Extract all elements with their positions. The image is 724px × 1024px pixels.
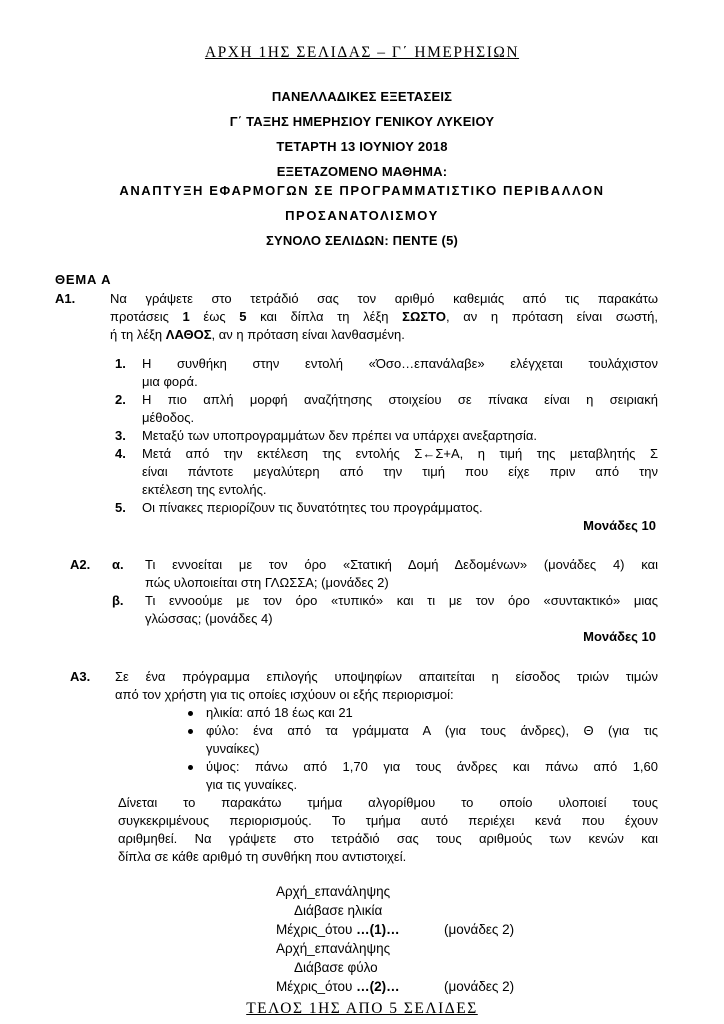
algo-repeat-start-1: Αρχή_επανάληψης: [276, 884, 391, 899]
a1-item-2-line-2: μέθοδος.: [142, 410, 195, 425]
exam-header-subject: ΑΝΑΠΤΥΞΗ ΕΦΑΡΜΟΓΩΝ ΣΕ ΠΡΟΓΡΑΜΜΑΤΙΣΤΙΚΟ ΠΕΡΙΒΑΛΛΟΝ: [119, 183, 605, 198]
a1-item-2-line-1: Η πιο απλή μορφή αναζήτησης στοιχείου σε πίνακα είναι η σειριακή: [142, 392, 658, 407]
bullet-dot: [188, 711, 193, 716]
a2-alpha-line-1: Τι εννοείται με τον όρο «Στατική Δομή Δεδομένων» (μονάδες 4) και: [145, 557, 658, 572]
theme-title: ΘΕΜΑ Α: [55, 272, 112, 287]
a2-beta-line-2: γλώσσας; (μονάδες 4): [145, 611, 273, 626]
a1-item-5-number: 5.: [115, 500, 126, 515]
a1-item-3-line-1: Μεταξύ των υποπρογραμμάτων δεν πρέπει να υπάρχει ανεξαρτησία.: [142, 428, 538, 443]
question-a3-line-1: Σε ένα πρόγραμμα επιλογής υποψηφίων απαιτείται η είσοδος τριών τιμών: [115, 669, 658, 684]
exam-header-line-1: ΠΑΝΕΛΛΑΔΙΚΕΣ ΕΞΕΤΑΣΕΙΣ: [271, 89, 453, 104]
exam-header-total-pages: ΣΥΝΟΛΟ ΣΕΛΙΔΩΝ: ΠΕΝΤΕ (5): [265, 233, 459, 248]
a2-beta-line-1: Τι εννοούμε με τον όρο «τυπικό» και τι με τον όρο «συντακτικό» μιας: [145, 593, 658, 608]
a1-item-1-line-2: μια φορά.: [142, 374, 198, 389]
text-run: , αν η πρόταση είναι λανθασμένη.: [211, 327, 405, 342]
page-footer: ΤΕΛΟΣ 1ΗΣ ΑΠΟ 5 ΣΕΛΙΔΕΣ: [246, 1000, 478, 1017]
text-run: Μέχρις_ότου: [276, 922, 357, 937]
text-run: Μέχρις_ότου: [276, 979, 357, 994]
algo-until-2-marks: (μονάδες 2): [444, 979, 515, 994]
page-top-header: ΑΡΧΗ 1ΗΣ ΣΕΛΙΔΑΣ – Γ΄ ΗΜΕΡΗΣΙΩΝ: [204, 44, 520, 61]
text-run: ή τη λέξη: [110, 327, 166, 342]
a1-item-3-number: 3.: [115, 428, 126, 443]
a2-alpha-line-2: πώς υλοποιείται στη ΓΛΩΣΣΑ; (μονάδες 2): [145, 575, 389, 590]
a3-paragraph-line-4: δίπλα σε κάθε αριθμό τη συνθήκη που αντιστοιχεί.: [118, 849, 407, 864]
algo-until-1-marks: (μονάδες 2): [444, 922, 515, 937]
bold-run: 5: [239, 309, 247, 324]
a2-marks: Μονάδες 10: [583, 629, 656, 644]
bullet-dot: [188, 765, 193, 770]
algo-until-1: [276, 922, 400, 937]
question-a3-label: Α3.: [70, 669, 91, 684]
algo-read-gender: Διάβασε φύλο: [294, 960, 378, 975]
a1-item-4-line-3: εκτέλεση της εντολής.: [142, 482, 267, 497]
question-a1-line-3: [110, 327, 405, 342]
a1-marks: Μονάδες 10: [583, 518, 656, 533]
a3-bullet-2-line-2: γυναίκες): [206, 741, 260, 756]
algo-read-age: Διάβασε ηλικία: [294, 903, 383, 918]
text-run: έως: [189, 309, 240, 324]
a2-alpha-label: α.: [112, 557, 124, 572]
a3-bullet-3-line-2: για τις γυναίκες.: [206, 777, 298, 792]
a3-paragraph-line-3: αριθμηθεί. Να γράψετε στο τετράδιό σας τους αριθμούς των κενών και: [118, 831, 658, 846]
a1-item-1-line-1: Η συνθήκη στην εντολή «Όσο…επανάλαβε» ελέγχεται τουλάχιστον: [142, 356, 658, 371]
a1-item-4-line-1: Μετά από την εκτέλεση της εντολής Σ←Σ+Α, η τιμή της μεταβλητής Σ: [142, 446, 658, 461]
a1-item-4-number: 4.: [115, 446, 126, 461]
exam-header-subject-label: ΕΞΕΤΑΖΟΜΕΝΟ ΜΑΘΗΜΑ:: [276, 164, 448, 179]
question-a1-line-2: [110, 309, 658, 324]
algo-until-2: [276, 979, 400, 994]
exam-header-line-2: Γ΄ ΤΑΞΗΣ ΗΜΕΡΗΣΙΟΥ ΓΕΝΙΚΟΥ ΛΥΚΕΙΟΥ: [229, 114, 495, 129]
a1-item-1-number: 1.: [115, 356, 126, 371]
a1-item-2-number: 2.: [115, 392, 126, 407]
exam-header-subject-2: ΠΡΟΣΑΝΑΤΟΛΙΣΜΟΥ: [285, 208, 439, 223]
a2-beta-label: β.: [112, 593, 124, 608]
bold-run: 1: [182, 309, 190, 324]
bold-run: ΛΑΘΟΣ: [165, 327, 212, 342]
exam-header-date: ΤΕΤΑΡΤΗ 13 ΙΟΥΝΙΟΥ 2018: [276, 139, 448, 154]
text-run: , αν η πρόταση είναι σωστή,: [446, 309, 659, 324]
a3-bullet-3-line-1: ύψος: πάνω από 1,70 για τους άνδρες και πάνω από 1,60: [206, 759, 658, 774]
bullet-dot: [188, 729, 193, 734]
a1-item-5-line-1: Οι πίνακες περιορίζουν τις δυνατότητες του προγράμματος.: [142, 500, 483, 515]
a3-paragraph-line-2: συγκεκριμένους περιορισμούς. Το τμήμα αυτό περιέχει κενά που έχουν: [118, 813, 658, 828]
question-a2-label: Α2.: [70, 557, 91, 572]
algo-repeat-start-2: Αρχή_επανάληψης: [276, 941, 391, 956]
text-run: προτάσεις: [110, 309, 183, 324]
bold-run: ΣΩΣΤΟ: [402, 309, 446, 324]
a3-paragraph-line-1: Δίνεται το παρακάτω τμήμα αλγορίθμου το οποίο υλοποιεί τους: [118, 795, 658, 810]
a3-bullet-2-line-1: φύλο: ένα από τα γράμματα Α (για τους άνδρες), Θ (για τις: [206, 723, 658, 738]
a1-item-4-line-2: είναι πάντοτε μεγαλύτερη από την τιμή που είχε πριν από την: [142, 464, 658, 479]
text-run: και δίπλα τη λέξη: [246, 309, 403, 324]
question-a1-line-1: Να γράψετε στο τετράδιό σας τον αριθμό καθεμιάς από τις παρακάτω: [110, 291, 658, 306]
question-a1-label: Α1.: [55, 291, 76, 306]
blank-2: …(2)…: [356, 979, 400, 994]
question-a3-line-2: από τον χρήστη για τις οποίες ισχύουν οι εξής περιορισμοί:: [115, 687, 454, 702]
blank-1: …(1)…: [356, 922, 400, 937]
a3-bullet-1: ηλικία: από 18 έως και 21: [206, 705, 353, 720]
